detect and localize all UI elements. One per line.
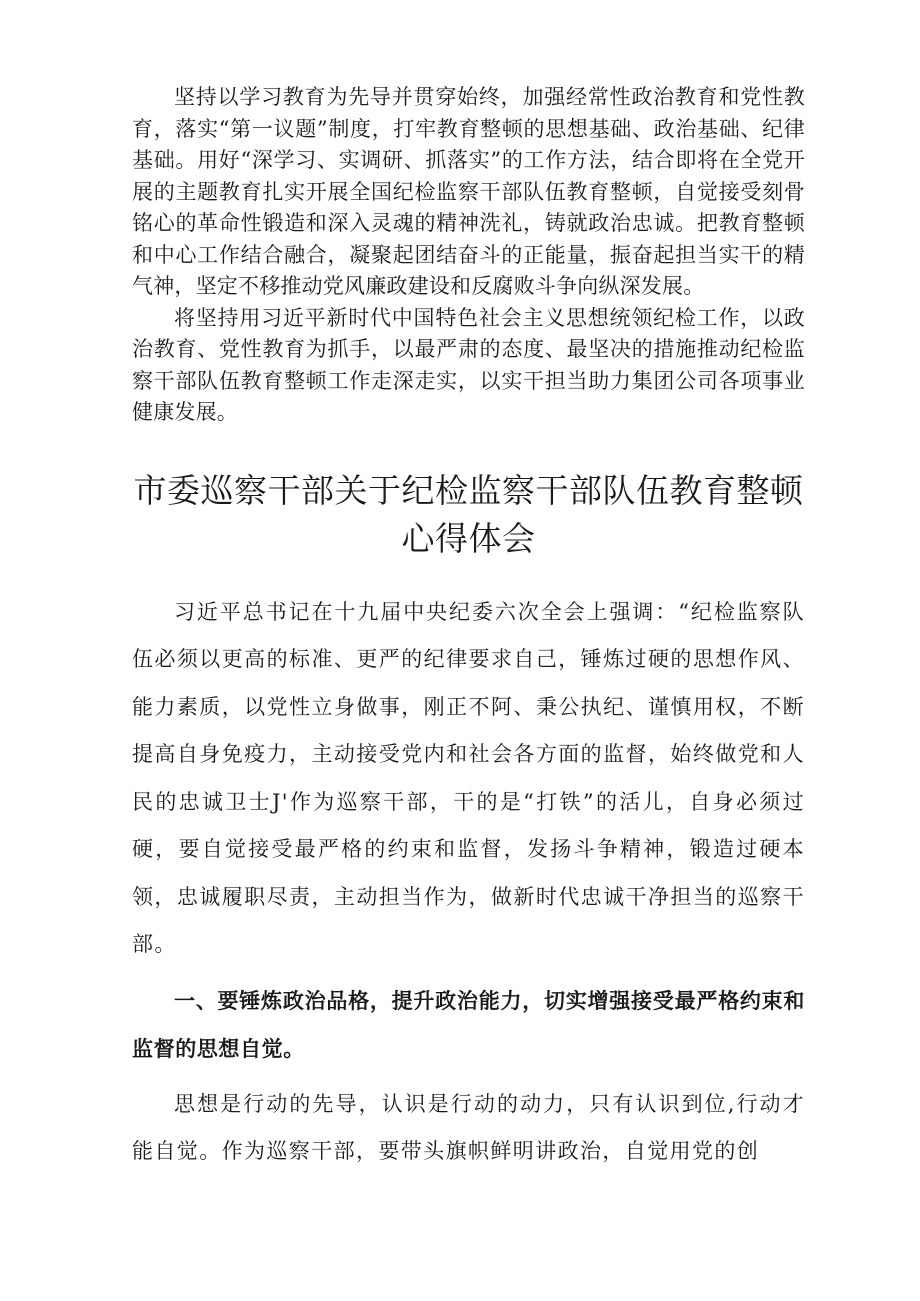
article-title: 市委巡察干部关于纪检监察干部队伍教育整顿心得体会 [133, 470, 804, 558]
document-page [132, 82, 805, 1176]
body-paragraph-2: 思想是行动的先导，认识是行动的动力，只有认识到位,行动才能自觉。作为巡察干部，要带头旗帜鲜明讲政治，自觉用党的创 [132, 1091, 805, 1163]
intro-paragraph-2: 将坚持用习近平新时代中国特色社会主义思想统领纪检工作，以政治教育、党性教育为抓手，以最严肃的态度、最坚决的措施推动纪检监察干部队伍教育整顿工作走深走实，以实干担当助力集团公司各项事业健康发展。 [132, 305, 805, 424]
intro-paragraph-1: 坚持以学习教育为先导并贯穿始终，加强经常性政治教育和党性教育，落实“第一议题”制度，打牢教育整顿的思想基础、政治基础、纪律基础。用好“深学习、实调研、抓落实”的工作方法，结合即将在全党开展的主题教育扎实开展全国纪检监察干部队伍教育整顿，自觉接受刻骨铭心的革命性锻造和深入灵魂的精神洗礼，铸就政治忠诚。把教育整顿和中心工作结合融合，凝聚起团结奋斗的正能量，振奋起担当实干的精气神，坚定不移推动党风廉政建设和反腐败斗争向纵深发展。 [132, 85, 805, 298]
section-heading-1: 一、要锤炼政治品格，提升政治能力，切实增强接受最严格约束和监督的思想自觉。 [132, 988, 805, 1061]
body-paragraph-1: 习近平总书记在十九届中央纪委六次全会上强调：“纪检监察队伍必须以更高的标准、更严的纪律要求自己，锤炼过硬的思想作风、能力素质，以党性立身做事，刚正不阿、秉公执纪、谨慎用权，不断提高自身免疫力，主动接受党内和社会各方面的监督，始终做党和人民的忠诚卫士J'作为巡察干部，干的是“打铁”的活儿，自身必须过硬，要自觉接受最严格的约束和监督，发扬斗争精神，锻造过硬本领，忠诚履职尽责，主动担当作为，做新时代忠诚干净担当的巡察干部。 [132, 599, 805, 956]
